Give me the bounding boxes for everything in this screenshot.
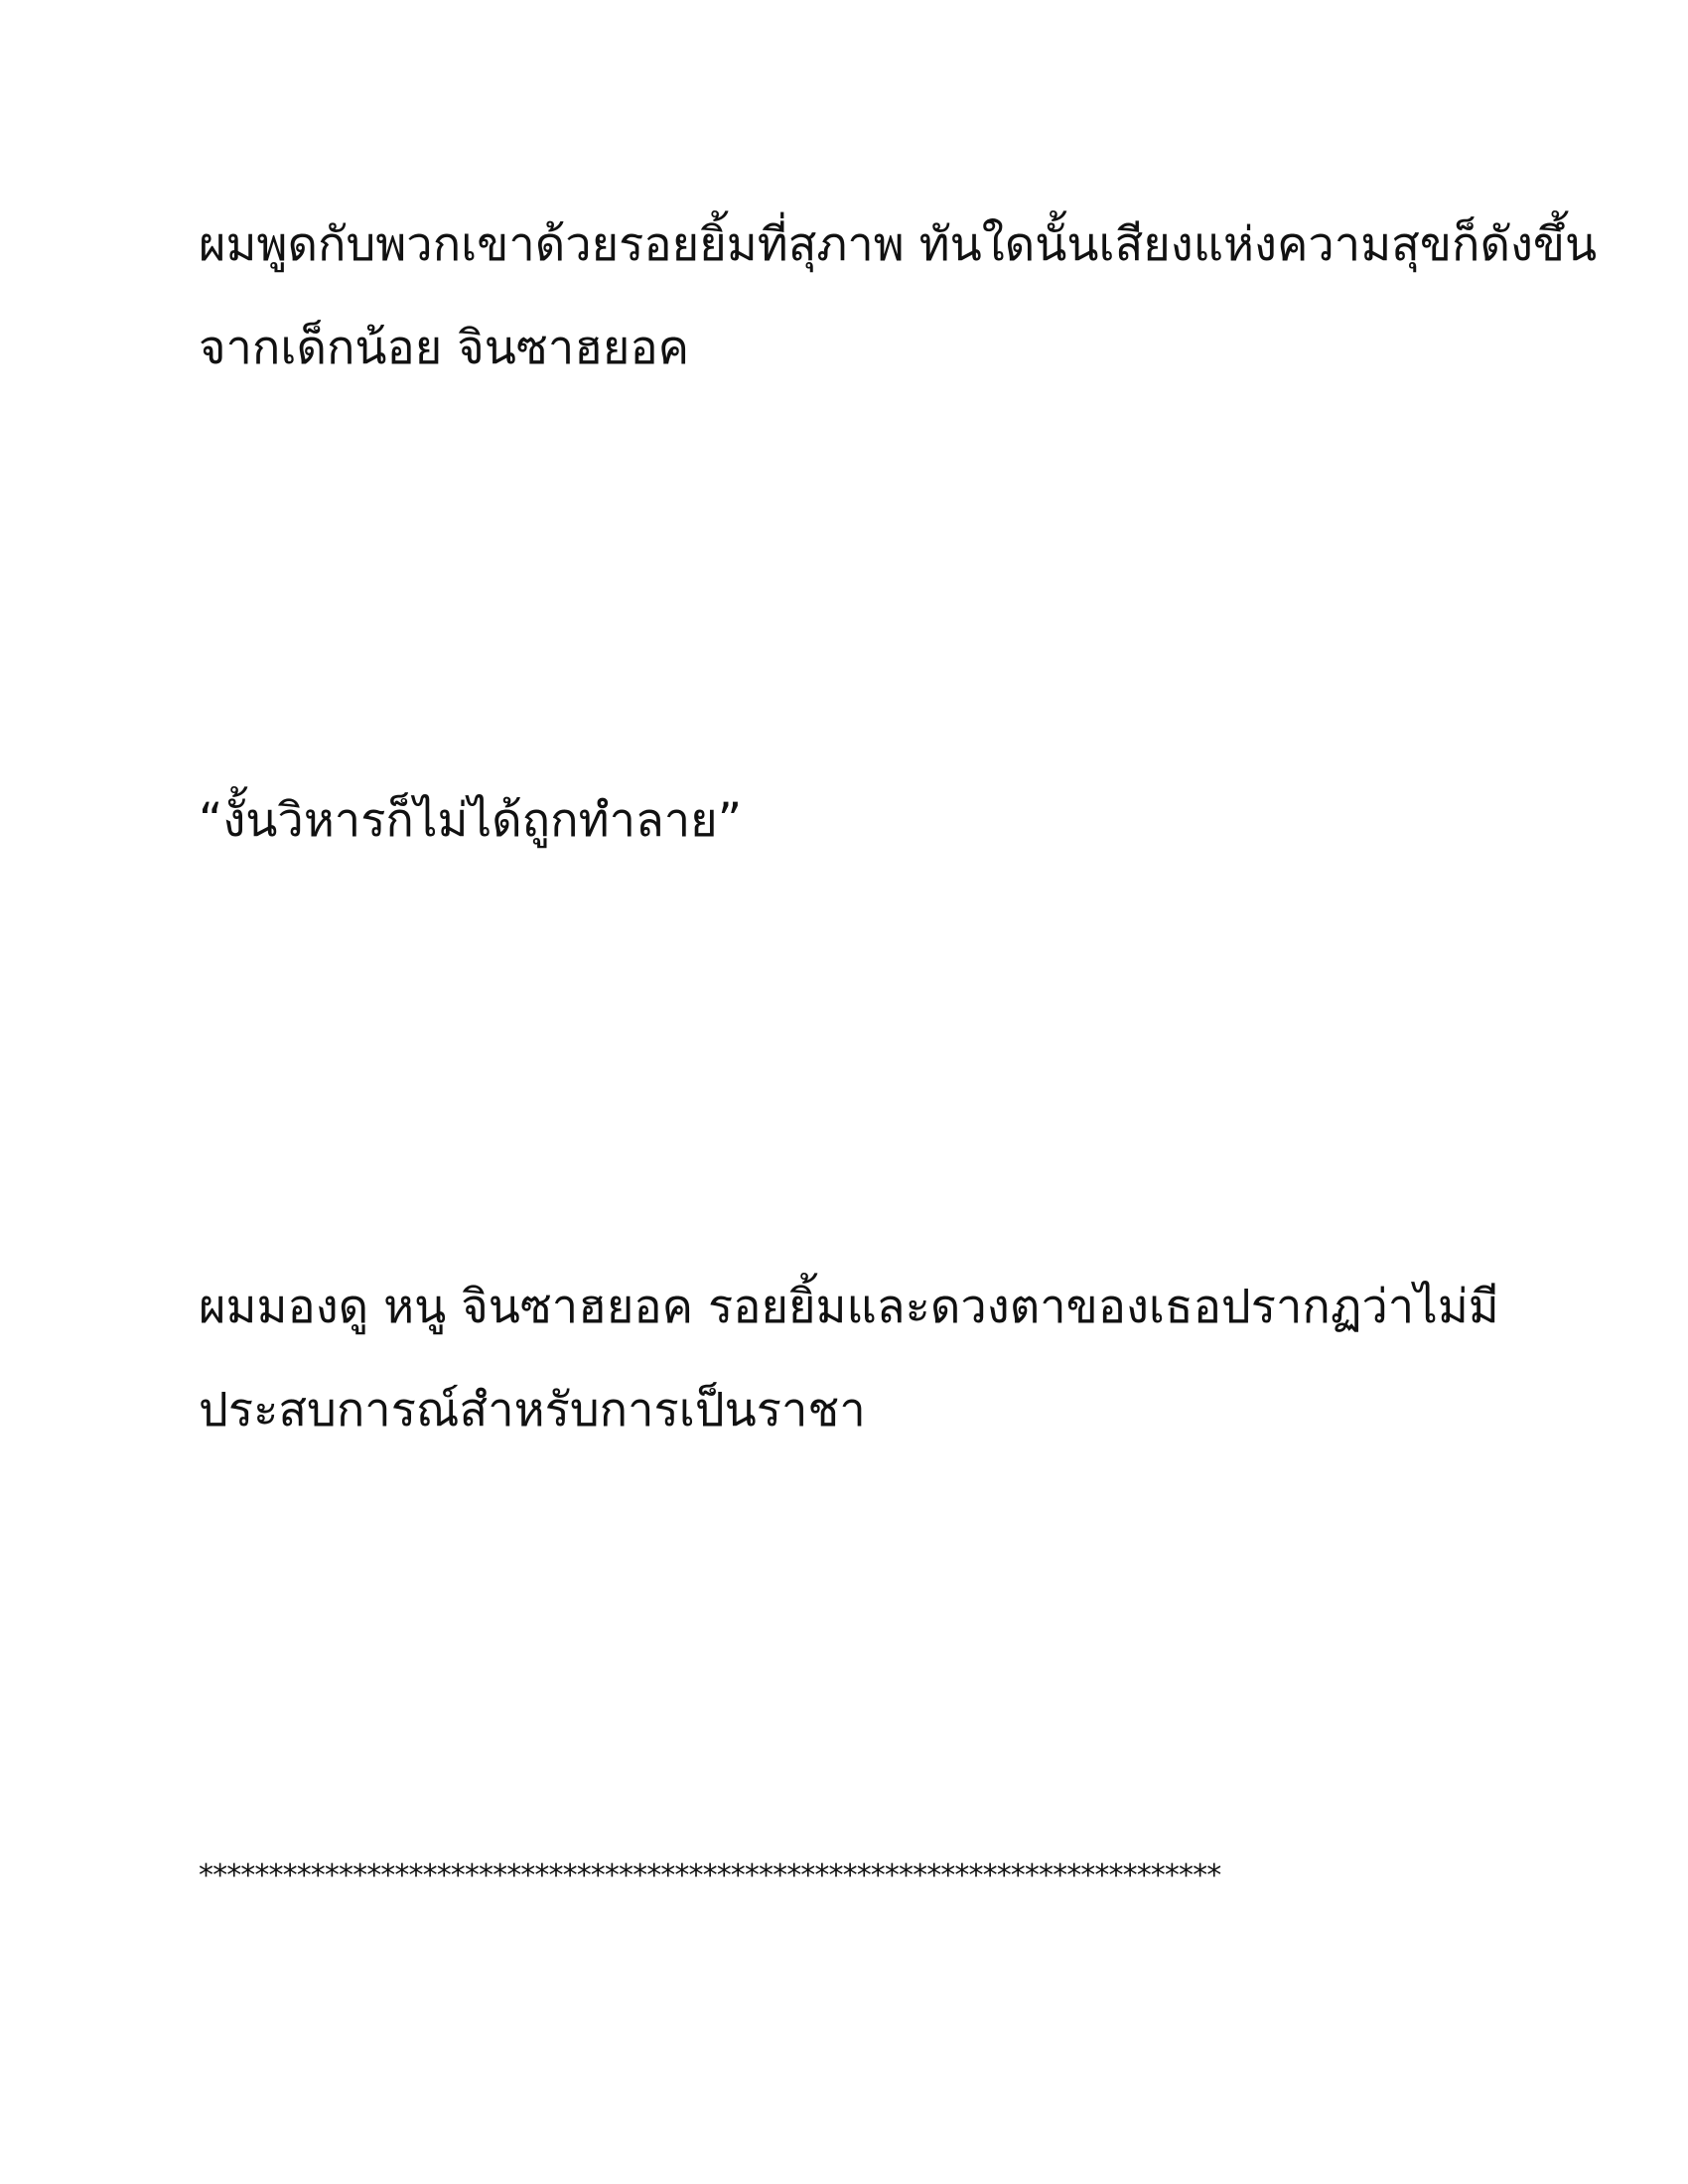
paragraph-1 bbox=[199, 194, 1598, 400]
section-separator: ************************************************************************* bbox=[199, 1858, 1221, 1893]
paragraph-3-line-1: ผมมองดู หนู จินซาฮยอค รอยยิ้มและดวงตาของเธอปรากฏว่าไม่มี bbox=[199, 1280, 1499, 1334]
paragraph-2-line-1: “งั้นวิหารก็ไม่ได้ถูกทำลาย” bbox=[199, 793, 743, 848]
paragraph-1-line-2: จากเด็กน้อย จินซาฮยอค bbox=[199, 321, 690, 375]
paragraph-3 bbox=[199, 1256, 1529, 1462]
paragraph-2-dialogue bbox=[199, 769, 1529, 873]
paragraph-1-line-1: ผมพูดกับพวกเขาด้วยรอยยิ้มที่สุภาพ ทันใดนั้นเสียงแห่งความสุขก็ดังขึ้น bbox=[199, 217, 1598, 272]
paragraph-3-line-2: ประสบการณ์สำหรับการเป็นราชา bbox=[199, 1383, 866, 1437]
